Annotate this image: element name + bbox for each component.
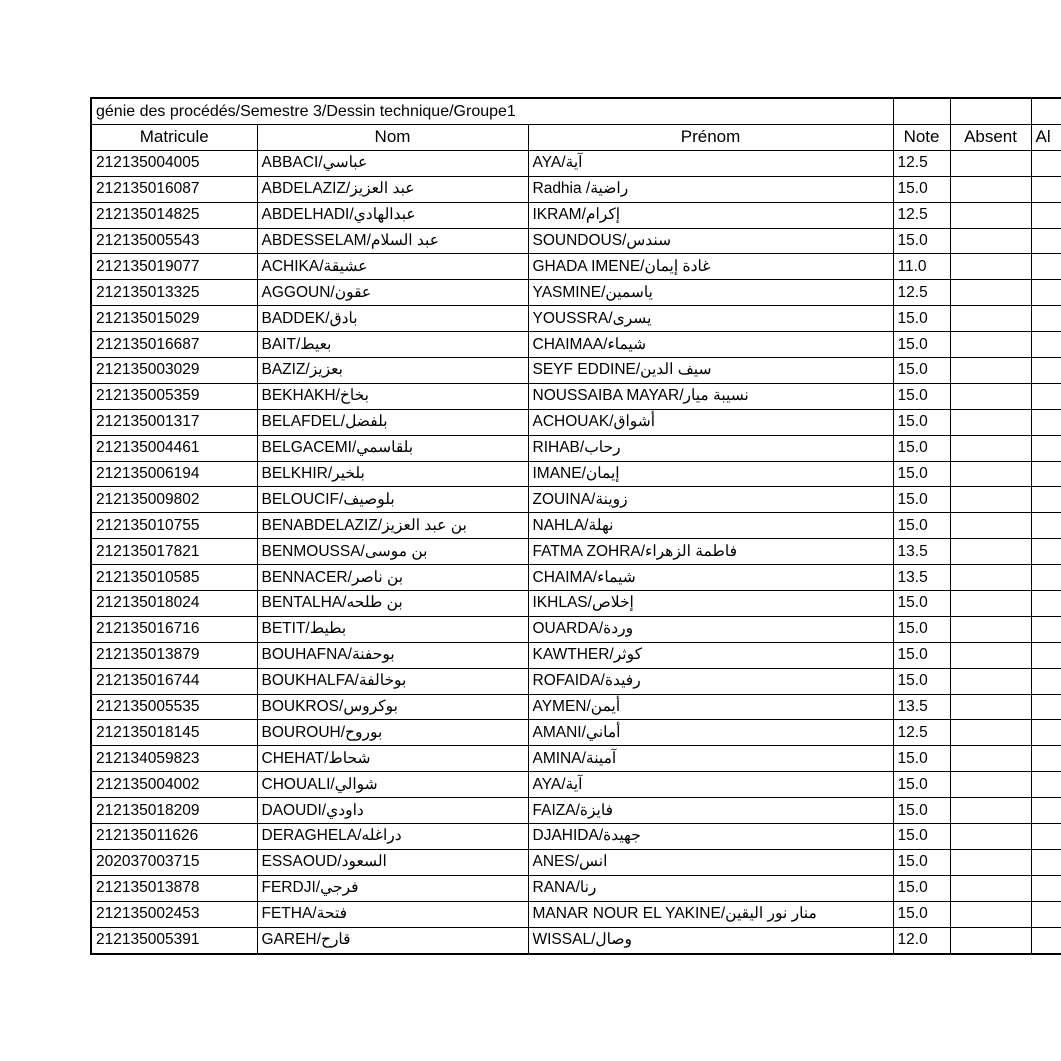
al-cell[interactable] bbox=[1031, 176, 1061, 202]
al-cell[interactable] bbox=[1031, 824, 1061, 850]
matricule-cell[interactable]: 212135018145 bbox=[91, 720, 257, 746]
al-cell[interactable] bbox=[1031, 358, 1061, 384]
prenom-cell[interactable]: SEYF EDDINE/سيف الدين bbox=[528, 358, 893, 384]
nom-cell[interactable]: BOUKHALFA/بوخالفة bbox=[257, 668, 528, 694]
table-row bbox=[91, 513, 1061, 539]
al-cell[interactable] bbox=[1031, 513, 1061, 539]
al-cell[interactable] bbox=[1031, 642, 1061, 668]
matricule-cell[interactable]: 212135018024 bbox=[91, 591, 257, 617]
al-cell[interactable] bbox=[1031, 901, 1061, 927]
absent-cell[interactable] bbox=[950, 539, 1031, 565]
matricule-cell[interactable]: 212135016716 bbox=[91, 616, 257, 642]
prenom-cell[interactable]: ZOUINA/زوينة bbox=[528, 487, 893, 513]
prenom-cell[interactable]: NAHLA/نهلة bbox=[528, 513, 893, 539]
prenom-cell[interactable]: IKRAM/إكرام bbox=[528, 202, 893, 228]
table-row bbox=[91, 332, 1061, 358]
table-row bbox=[91, 694, 1061, 720]
nom-cell[interactable]: BETIT/بطيط bbox=[257, 616, 528, 642]
absent-cell[interactable] bbox=[950, 332, 1031, 358]
absent-cell[interactable] bbox=[950, 383, 1031, 409]
table-row bbox=[91, 927, 1061, 953]
empty-cell[interactable] bbox=[1031, 98, 1061, 125]
matricule-cell[interactable]: 212135010755 bbox=[91, 513, 257, 539]
note-cell[interactable]: 15.0 bbox=[893, 513, 950, 539]
prenom-cell[interactable]: KAWTHER/كوثر bbox=[528, 642, 893, 668]
nom-cell[interactable]: BOUROUH/بوروح bbox=[257, 720, 528, 746]
prenom-cell[interactable]: Radhia /راضية bbox=[528, 176, 893, 202]
note-cell[interactable]: 13.5 bbox=[893, 565, 950, 591]
al-cell[interactable] bbox=[1031, 565, 1061, 591]
absent-cell[interactable] bbox=[950, 176, 1031, 202]
prenom-cell[interactable]: NOUSSAIBA MAYAR/نسيبة ميار bbox=[528, 383, 893, 409]
note-cell[interactable]: 15.0 bbox=[893, 746, 950, 772]
al-cell[interactable] bbox=[1031, 772, 1061, 798]
al-cell[interactable] bbox=[1031, 383, 1061, 409]
grades-table bbox=[90, 97, 1061, 955]
nom-cell[interactable]: ABDELHADI/عبدالهادي bbox=[257, 202, 528, 228]
nom-cell[interactable]: FETHA/فتحة bbox=[257, 901, 528, 927]
empty-cell[interactable] bbox=[893, 98, 950, 125]
note-cell[interactable]: 15.0 bbox=[893, 228, 950, 254]
note-cell[interactable]: 15.0 bbox=[893, 306, 950, 332]
note-cell[interactable]: 15.0 bbox=[893, 409, 950, 435]
note-cell[interactable]: 15.0 bbox=[893, 383, 950, 409]
matricule-cell[interactable]: 212135016744 bbox=[91, 668, 257, 694]
absent-cell[interactable] bbox=[950, 228, 1031, 254]
absent-cell[interactable] bbox=[950, 513, 1031, 539]
table-row bbox=[91, 746, 1061, 772]
matricule-cell[interactable]: 212135018209 bbox=[91, 798, 257, 824]
prenom-cell[interactable]: YASMINE/ياسمين bbox=[528, 280, 893, 306]
note-cell[interactable]: 12.5 bbox=[893, 280, 950, 306]
absent-cell[interactable] bbox=[950, 150, 1031, 176]
al-cell[interactable] bbox=[1031, 150, 1061, 176]
nom-cell[interactable]: BOUHAFNA/بوحفنة bbox=[257, 642, 528, 668]
nom-cell[interactable]: ABDESSELAM/عبد السلام bbox=[257, 228, 528, 254]
al-cell[interactable] bbox=[1031, 746, 1061, 772]
al-cell[interactable] bbox=[1031, 591, 1061, 617]
table-row bbox=[91, 849, 1061, 875]
note-cell[interactable]: 15.0 bbox=[893, 849, 950, 875]
header-note[interactable]: Note bbox=[893, 125, 950, 151]
matricule-cell[interactable]: 212135014825 bbox=[91, 202, 257, 228]
note-cell[interactable]: 12.5 bbox=[893, 202, 950, 228]
note-cell[interactable]: 15.0 bbox=[893, 487, 950, 513]
table-row bbox=[91, 565, 1061, 591]
note-cell[interactable]: 15.0 bbox=[893, 772, 950, 798]
matricule-cell[interactable]: 212135004461 bbox=[91, 435, 257, 461]
prenom-cell[interactable]: ANES/انس bbox=[528, 849, 893, 875]
table-row bbox=[91, 901, 1061, 927]
matricule-cell[interactable]: 212135011626 bbox=[91, 824, 257, 850]
prenom-cell[interactable]: AYA/آية bbox=[528, 150, 893, 176]
matricule-cell[interactable]: 212135016087 bbox=[91, 176, 257, 202]
absent-cell[interactable] bbox=[950, 358, 1031, 384]
al-cell[interactable] bbox=[1031, 228, 1061, 254]
nom-cell[interactable]: ABDELAZIZ/عبد العزيز bbox=[257, 176, 528, 202]
table-row bbox=[91, 616, 1061, 642]
prenom-cell[interactable]: GHADA IMENE/غادة إيمان bbox=[528, 254, 893, 280]
absent-cell[interactable] bbox=[950, 591, 1031, 617]
prenom-cell[interactable]: AYA/آية bbox=[528, 772, 893, 798]
prenom-cell[interactable]: RIHAB/رحاب bbox=[528, 435, 893, 461]
al-cell[interactable] bbox=[1031, 720, 1061, 746]
al-cell[interactable] bbox=[1031, 875, 1061, 901]
al-cell[interactable] bbox=[1031, 668, 1061, 694]
al-cell[interactable] bbox=[1031, 849, 1061, 875]
absent-cell[interactable] bbox=[950, 720, 1031, 746]
prenom-cell[interactable]: IMANE/إيمان bbox=[528, 461, 893, 487]
al-cell[interactable] bbox=[1031, 409, 1061, 435]
al-cell[interactable] bbox=[1031, 539, 1061, 565]
table-row bbox=[91, 280, 1061, 306]
matricule-cell[interactable]: 212135009802 bbox=[91, 487, 257, 513]
note-cell[interactable]: 15.0 bbox=[893, 461, 950, 487]
matricule-cell[interactable]: 212135002453 bbox=[91, 901, 257, 927]
prenom-cell[interactable]: CHAIMA/شيماء bbox=[528, 565, 893, 591]
absent-cell[interactable] bbox=[950, 487, 1031, 513]
nom-cell[interactable]: BELGACEMI/بلقاسمي bbox=[257, 435, 528, 461]
nom-cell[interactable]: BELAFDEL/بلفضل bbox=[257, 409, 528, 435]
al-cell[interactable] bbox=[1031, 306, 1061, 332]
absent-cell[interactable] bbox=[950, 875, 1031, 901]
table-row bbox=[91, 487, 1061, 513]
note-cell[interactable]: 12.5 bbox=[893, 150, 950, 176]
matricule-cell[interactable]: 212135006194 bbox=[91, 461, 257, 487]
nom-cell[interactable]: ACHIKA/عشيقة bbox=[257, 254, 528, 280]
nom-cell[interactable]: BOUKROS/بوكروس bbox=[257, 694, 528, 720]
nom-cell[interactable]: ESSAOUD/السعود bbox=[257, 849, 528, 875]
nom-cell[interactable]: AGGOUN/عقون bbox=[257, 280, 528, 306]
nom-cell[interactable]: BELKHIR/بلخير bbox=[257, 461, 528, 487]
note-cell[interactable]: 15.0 bbox=[893, 435, 950, 461]
matricule-cell[interactable]: 212135017821 bbox=[91, 539, 257, 565]
nom-cell[interactable]: BADDEK/بادق bbox=[257, 306, 528, 332]
prenom-cell[interactable]: MANAR NOUR EL YAKINE/منار نور اليقين bbox=[528, 901, 893, 927]
absent-cell[interactable] bbox=[950, 746, 1031, 772]
nom-cell[interactable]: CHOUALI/شوالي bbox=[257, 772, 528, 798]
prenom-cell[interactable]: DJAHIDA/جهيدة bbox=[528, 824, 893, 850]
prenom-cell[interactable]: SOUNDOUS/سندس bbox=[528, 228, 893, 254]
prenom-cell[interactable]: FAIZA/فايزة bbox=[528, 798, 893, 824]
prenom-cell[interactable]: AMINA/آمينة bbox=[528, 746, 893, 772]
prenom-cell[interactable]: ACHOUAK/أشواق bbox=[528, 409, 893, 435]
nom-cell[interactable]: BENNACER/بن ناصر bbox=[257, 565, 528, 591]
matricule-cell[interactable]: 212135013879 bbox=[91, 642, 257, 668]
header-prenom[interactable]: Prénom bbox=[528, 125, 893, 151]
nom-cell[interactable]: DAOUDI/داودي bbox=[257, 798, 528, 824]
prenom-cell[interactable]: OUARDA/وردة bbox=[528, 616, 893, 642]
absent-cell[interactable] bbox=[950, 901, 1031, 927]
matricule-cell[interactable]: 212135001317 bbox=[91, 409, 257, 435]
al-cell[interactable] bbox=[1031, 927, 1061, 953]
nom-cell[interactable]: BAZIZ/بعزيز bbox=[257, 358, 528, 384]
matricule-cell[interactable]: 212135013325 bbox=[91, 280, 257, 306]
absent-cell[interactable] bbox=[950, 435, 1031, 461]
header-absent[interactable]: Absent bbox=[950, 125, 1031, 151]
nom-cell[interactable]: BAIT/بعيط bbox=[257, 332, 528, 358]
matricule-cell[interactable]: 212135016687 bbox=[91, 332, 257, 358]
absent-cell[interactable] bbox=[950, 772, 1031, 798]
note-cell[interactable]: 15.0 bbox=[893, 176, 950, 202]
absent-cell[interactable] bbox=[950, 668, 1031, 694]
matricule-cell[interactable]: 212135019077 bbox=[91, 254, 257, 280]
matricule-cell[interactable]: 202037003715 bbox=[91, 849, 257, 875]
matricule-cell[interactable]: 212135005359 bbox=[91, 383, 257, 409]
header-matricule[interactable]: Matricule bbox=[91, 125, 257, 151]
note-cell[interactable]: 15.0 bbox=[893, 642, 950, 668]
matricule-cell[interactable]: 212135005391 bbox=[91, 927, 257, 953]
table-row bbox=[91, 875, 1061, 901]
header-al[interactable]: Al bbox=[1031, 125, 1061, 151]
al-cell[interactable] bbox=[1031, 280, 1061, 306]
absent-cell[interactable] bbox=[950, 461, 1031, 487]
nom-cell[interactable]: BENMOUSSA/بن موسى bbox=[257, 539, 528, 565]
table-row bbox=[91, 306, 1061, 332]
absent-cell[interactable] bbox=[950, 927, 1031, 953]
table-row bbox=[91, 176, 1061, 202]
table-row bbox=[91, 591, 1061, 617]
table-row bbox=[91, 668, 1061, 694]
note-cell[interactable]: 15.0 bbox=[893, 668, 950, 694]
empty-cell[interactable] bbox=[950, 98, 1031, 125]
absent-cell[interactable] bbox=[950, 642, 1031, 668]
matricule-cell[interactable]: 212134059823 bbox=[91, 746, 257, 772]
absent-cell[interactable] bbox=[950, 798, 1031, 824]
note-cell[interactable]: 15.0 bbox=[893, 798, 950, 824]
al-cell[interactable] bbox=[1031, 694, 1061, 720]
nom-cell[interactable]: CHEHAT/شحاط bbox=[257, 746, 528, 772]
title-row bbox=[91, 98, 1061, 125]
matricule-cell[interactable]: 212135013878 bbox=[91, 875, 257, 901]
note-cell[interactable]: 15.0 bbox=[893, 875, 950, 901]
note-cell[interactable]: 15.0 bbox=[893, 616, 950, 642]
table-row bbox=[91, 254, 1061, 280]
al-cell[interactable] bbox=[1031, 616, 1061, 642]
nom-cell[interactable]: BEKHAKH/بخاخ bbox=[257, 383, 528, 409]
table-row bbox=[91, 150, 1061, 176]
table-row bbox=[91, 358, 1061, 384]
prenom-cell[interactable]: FATMA ZOHRA/فاطمة الزهراء bbox=[528, 539, 893, 565]
al-cell[interactable] bbox=[1031, 487, 1061, 513]
matricule-cell[interactable]: 212135005535 bbox=[91, 694, 257, 720]
al-cell[interactable] bbox=[1031, 254, 1061, 280]
absent-cell[interactable] bbox=[950, 306, 1031, 332]
matricule-cell[interactable]: 212135004002 bbox=[91, 772, 257, 798]
note-cell[interactable]: 13.5 bbox=[893, 539, 950, 565]
nom-cell[interactable]: ABBACI/عباسي bbox=[257, 150, 528, 176]
table-row bbox=[91, 409, 1061, 435]
prenom-cell[interactable]: CHAIMAA/شيماء bbox=[528, 332, 893, 358]
nom-cell[interactable]: FERDJI/فرجي bbox=[257, 875, 528, 901]
absent-cell[interactable] bbox=[950, 616, 1031, 642]
note-cell[interactable]: 15.0 bbox=[893, 591, 950, 617]
absent-cell[interactable] bbox=[950, 254, 1031, 280]
sheet-title[interactable]: génie des procédés/Semestre 3/Dessin technique/Groupe1 bbox=[91, 98, 893, 125]
note-cell[interactable]: 11.0 bbox=[893, 254, 950, 280]
table-row bbox=[91, 383, 1061, 409]
note-cell[interactable]: 12.5 bbox=[893, 720, 950, 746]
absent-cell[interactable] bbox=[950, 694, 1031, 720]
al-cell[interactable] bbox=[1031, 332, 1061, 358]
al-cell[interactable] bbox=[1031, 461, 1061, 487]
nom-cell[interactable]: BENTALHA/بن طلحه bbox=[257, 591, 528, 617]
nom-cell[interactable]: DERAGHELA/دراغله bbox=[257, 824, 528, 850]
prenom-cell[interactable]: IKHLAS/إخلاص bbox=[528, 591, 893, 617]
prenom-cell[interactable]: YOUSSRA/يسرى bbox=[528, 306, 893, 332]
table-row bbox=[91, 461, 1061, 487]
matricule-cell[interactable]: 212135003029 bbox=[91, 358, 257, 384]
al-cell[interactable] bbox=[1031, 202, 1061, 228]
nom-cell[interactable]: GAREH/قارح bbox=[257, 927, 528, 953]
table-row bbox=[91, 202, 1061, 228]
absent-cell[interactable] bbox=[950, 409, 1031, 435]
matricule-cell[interactable]: 212135005543 bbox=[91, 228, 257, 254]
al-cell[interactable] bbox=[1031, 798, 1061, 824]
header-nom[interactable]: Nom bbox=[257, 125, 528, 151]
prenom-cell[interactable]: WISSAL/وصال bbox=[528, 927, 893, 953]
note-cell[interactable]: 15.0 bbox=[893, 901, 950, 927]
al-cell[interactable] bbox=[1031, 435, 1061, 461]
table-row bbox=[91, 228, 1061, 254]
note-cell[interactable]: 15.0 bbox=[893, 332, 950, 358]
note-cell[interactable]: 12.0 bbox=[893, 927, 950, 953]
matricule-cell[interactable]: 212135004005 bbox=[91, 150, 257, 176]
absent-cell[interactable] bbox=[950, 565, 1031, 591]
absent-cell[interactable] bbox=[950, 849, 1031, 875]
table-row bbox=[91, 642, 1061, 668]
note-cell[interactable]: 15.0 bbox=[893, 358, 950, 384]
note-cell[interactable]: 13.5 bbox=[893, 694, 950, 720]
table-row bbox=[91, 435, 1061, 461]
prenom-cell[interactable]: RANA/رنا bbox=[528, 875, 893, 901]
absent-cell[interactable] bbox=[950, 824, 1031, 850]
absent-cell[interactable] bbox=[950, 202, 1031, 228]
note-cell[interactable]: 15.0 bbox=[893, 824, 950, 850]
matricule-cell[interactable]: 212135010585 bbox=[91, 565, 257, 591]
prenom-cell[interactable]: ROFAIDA/رفيدة bbox=[528, 668, 893, 694]
matricule-cell[interactable]: 212135015029 bbox=[91, 306, 257, 332]
table-row bbox=[91, 772, 1061, 798]
prenom-cell[interactable]: AYMEN/أيمن bbox=[528, 694, 893, 720]
table-row bbox=[91, 720, 1061, 746]
header-row bbox=[91, 125, 1061, 151]
nom-cell[interactable]: BENABDELAZIZ/بن عبد العزيز bbox=[257, 513, 528, 539]
prenom-cell[interactable]: AMANI/أماني bbox=[528, 720, 893, 746]
absent-cell[interactable] bbox=[950, 280, 1031, 306]
nom-cell[interactable]: BELOUCIF/بلوصيف bbox=[257, 487, 528, 513]
table-row bbox=[91, 798, 1061, 824]
table-row bbox=[91, 539, 1061, 565]
table-row bbox=[91, 824, 1061, 850]
